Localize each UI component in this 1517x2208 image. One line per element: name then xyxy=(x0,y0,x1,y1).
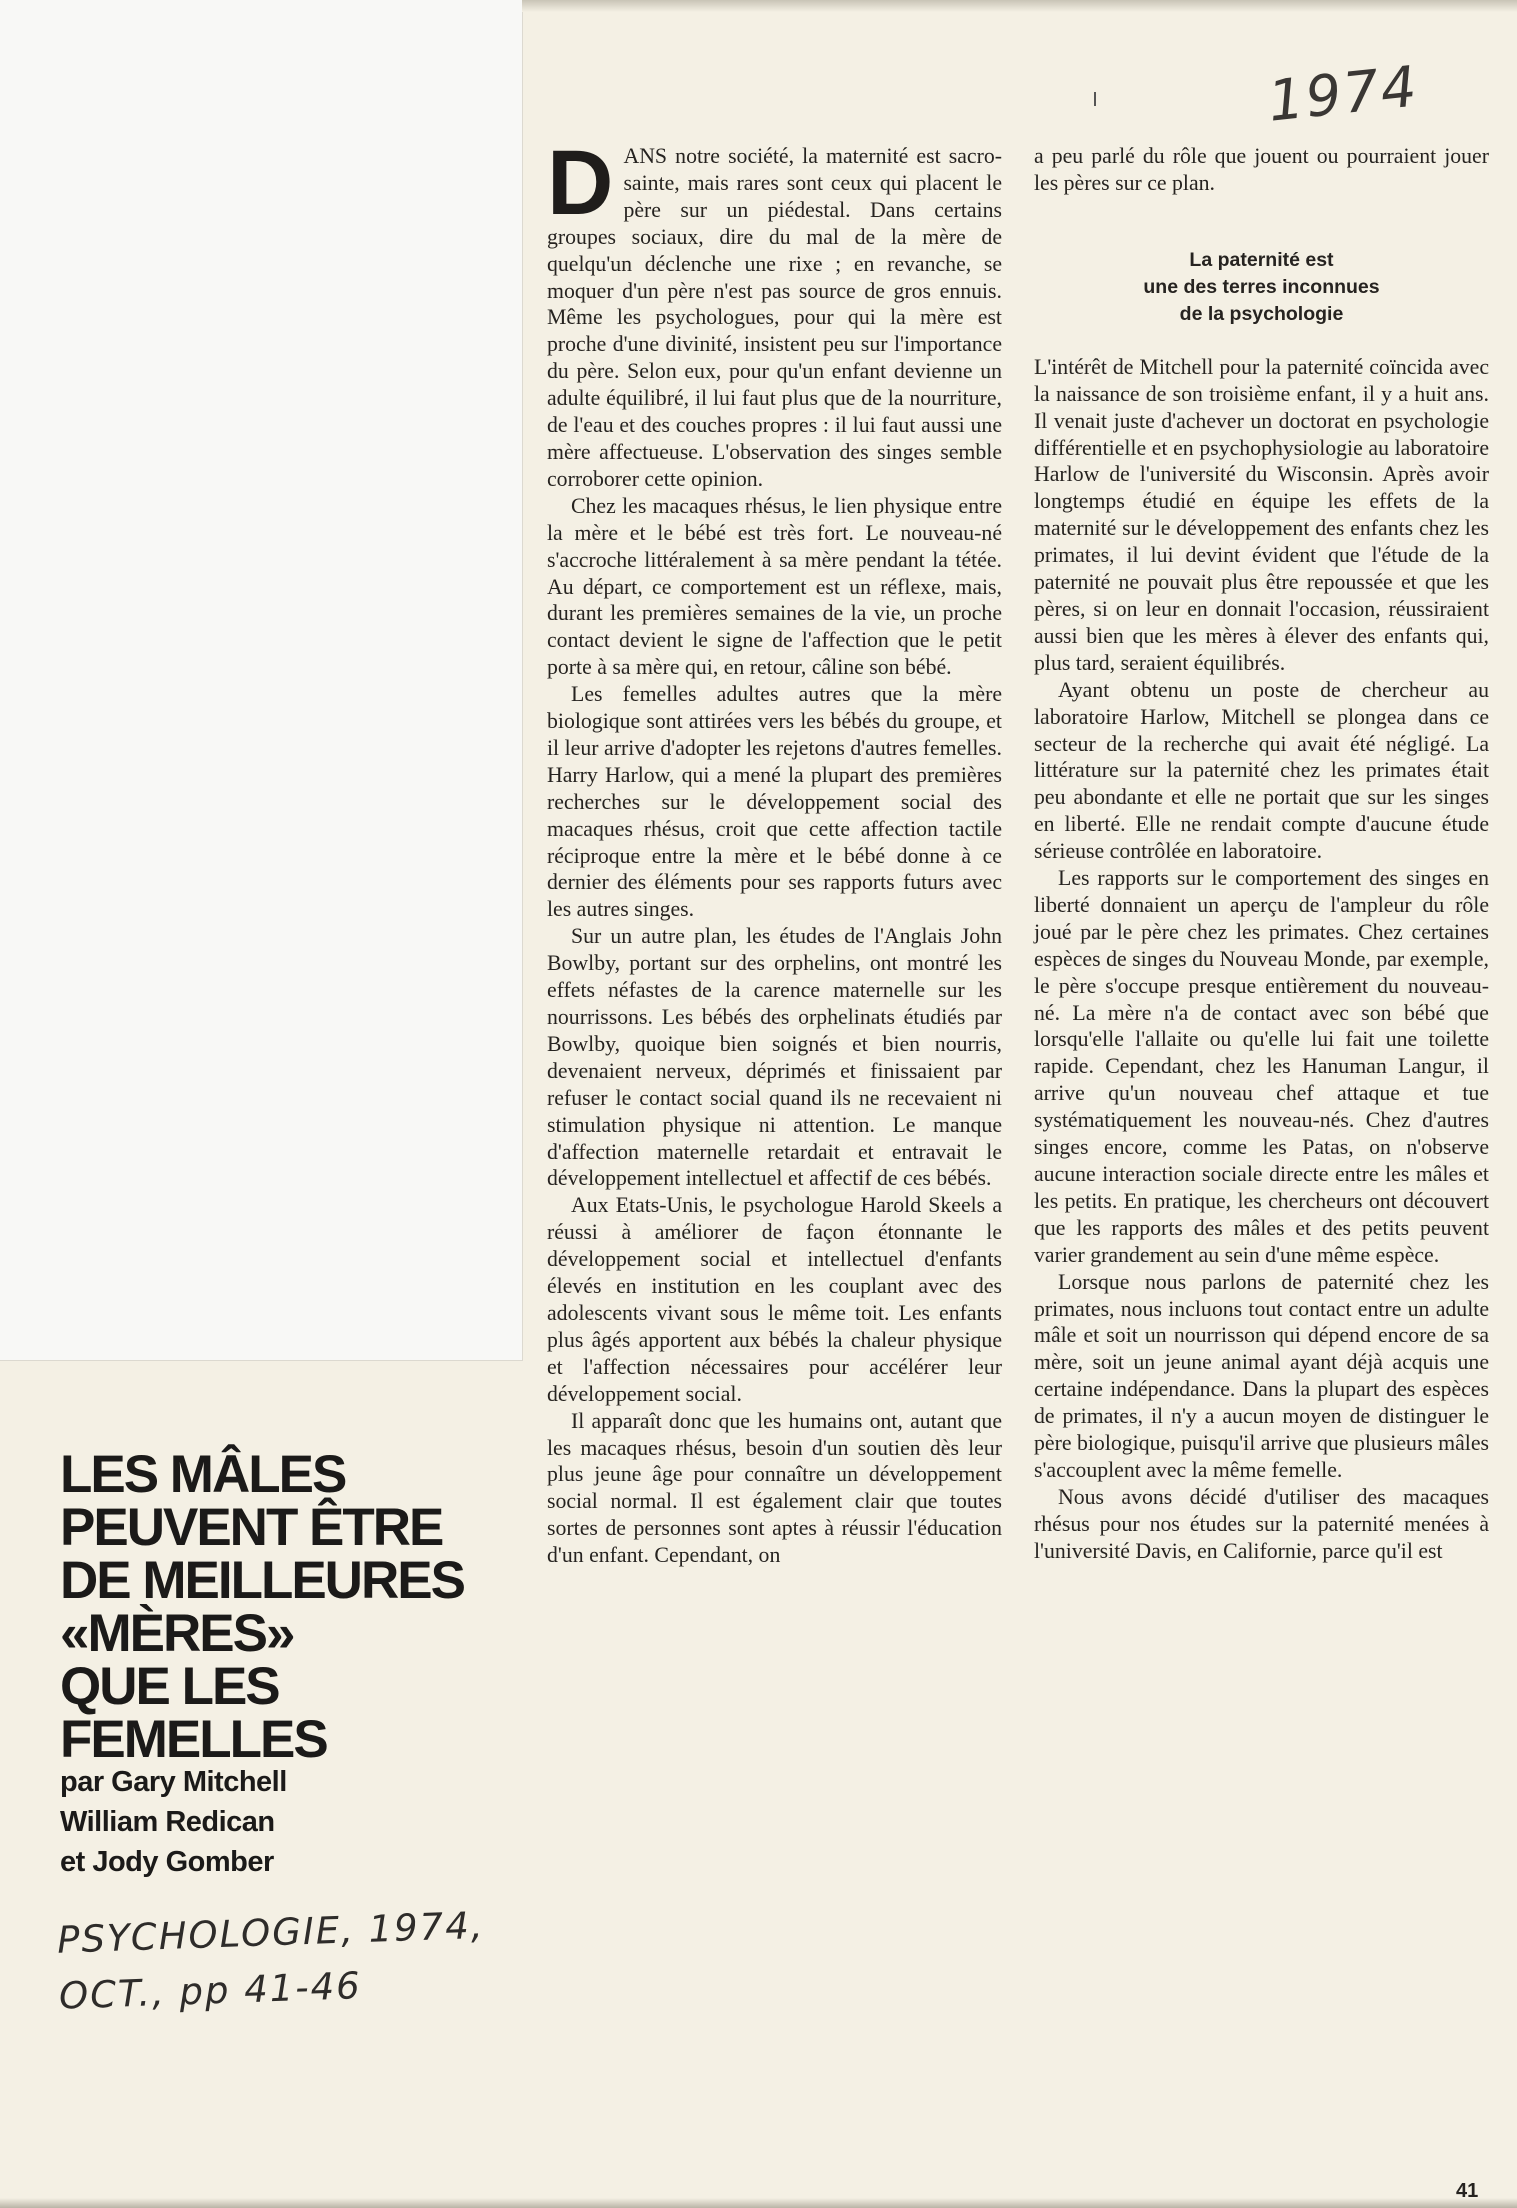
author-line: William Redican xyxy=(60,1806,275,1838)
author-line: par Gary Mitchell xyxy=(60,1766,287,1798)
headline-line: DE MEILLEURES xyxy=(60,1551,464,1610)
author-byline xyxy=(60,1762,380,1882)
handwritten-source-note xyxy=(56,1897,500,2024)
column-2-lead: a peu parlé du rôle que jouent ou pourraient jouer les pères sur ce plan. xyxy=(1034,144,1489,195)
paragraph: Chez les macaques rhésus, le lien physique entre la mère et le bébé est très fort. Le nouveau-né s'accroche littéralement à sa mère pendant la tétée. Au départ, ce comportement est un réflexe, mais, durant les premières semaines de la vie, un proche contact devient le signe de l'affection que le petit porte à sa mère qui, en retour, câline son bébé. xyxy=(547,493,1002,680)
paragraph: Aux Etats-Unis, le psychologue Harold Skeels a réussi à améliorer de façon étonnante le développement social et intellectuel d'enfants élevés en institution en les couplant avec des adolescents vivant sous le même toit. Les enfants plus âgés apportent aux bébés la chaleur physique et l'affection nécessaires pour accélérer leur développement social. xyxy=(547,1193,1002,1406)
section-subheading xyxy=(1034,247,1489,328)
headline-line: FEMELLES xyxy=(60,1710,327,1769)
paragraph: L'intérêt de Mitchell pour la paternité coïncida avec la naissance de son troisième enfant, il y a huit ans. Il venait juste d'achever un doctorat en psychologie différentielle et en psychophysiologie au laboratoire Harlow de l'université du Wisconsin. Après avoir longtemps étudié en équipe les effets de la maternité sur le développement des enfants chez les primates, il lui devint évident que l'étude de la paternité ne pouvait plus être repoussée et que les pères, si on leur en donnait l'occasion, réussiraient aussi bien que les mères à élever des enfants qui, plus tard, seraient équilibrés. xyxy=(1034,354,1489,675)
article-column-2 xyxy=(1034,143,1489,2113)
headline-line: QUE LES xyxy=(60,1657,279,1716)
paragraph: Ayant obtenu un poste de chercheur au laboratoire Harlow, Mitchell se plongea dans ce secteur de la recherche qui avait été négligé. La littérature sur la paternité chez les primates était peu abondante et elle ne portait que sur les singes en liberté. Elle ne rendait compte d'aucune étude sérieuse contrôlée en laboratoire. xyxy=(1034,677,1489,864)
paragraph: Les rapports sur le comportement des singes en liberté donnaient un aperçu de l'ampleur du rôle joué par le père chez les primates. Chez certaines espèces de singes du Nouveau Monde, par exemple, le père s'occupe presque entièrement du nouveau-né. La mère n'a de contact avec son bébé que lorsqu'elle l'allaite ou qu'elle lui fait une toilette rapide. Cependant, chez les Hanuman Langur, il arrive qu'un nouveau chef attaque et tue systématiquement les nouveau-nés. Chez d'autres singes encore, comme les Patas, on n'observe aucune interaction sociale directe entre les mâles et les petits. En pratique, les chercheurs ont découvert que les rapports des mâles et des petits peuvent varier grandement au sein d'une même espèce. xyxy=(1034,866,1489,1267)
first-paragraph xyxy=(547,132,1002,493)
stray-mark xyxy=(1094,92,1096,106)
drop-cap: D xyxy=(547,132,614,234)
article-headline xyxy=(60,1445,540,1769)
paragraph: Lorsque nous parlons de paternité chez les primates, nous incluons tout contact entre un adulte mâle et soit un nourrisson qui dépend encore de sa mère, soit un jeune animal ayant déjà acquis une certaine indépendance. Dans la plupart des espèces de primates, il n'y a aucun moyen de distinguer le père biologique, puisqu'il arrive que plusieurs mâles s'accouplent avec la même femelle. xyxy=(1034,1269,1489,1482)
subheading-line: de la psychologie xyxy=(1179,302,1344,325)
first-word-rest: ANS xyxy=(623,144,668,168)
paragraph: Les femelles adultes autres que la mère biologique sont attirées vers les bébés du groupe, et il leur arrive d'adopter les rejetons d'autres femelles. Harry Harlow, qui a mené la plupart des premières recherches sur le développement social des macaques rhésus, croit que cette affection tactile réciproque entre la mère et le bébé donne à ce dernier des éléments pour ses rapports futurs avec les autres singes. xyxy=(547,682,1002,922)
source-note-line: OCT., pp 41-46 xyxy=(58,1964,363,2018)
subheading-line: une des terres inconnues xyxy=(1143,275,1380,298)
headline-line: PEUVENT ÊTRE xyxy=(60,1498,443,1557)
paragraph: Nous avons décidé d'utiliser des macaques rhésus pour nos études sur la paternité menées à l'université Davis, en Californie, parce qu'il est xyxy=(1034,1484,1489,1563)
paragraph: Sur un autre plan, les études de l'Anglais John Bowlby, portant sur des orphelins, ont montré les effets néfastes de la carence maternelle sur les nourrissons. Les bébés des orphelinats étudiés par Bowlby, quoique bien soignés et bien nourris, devenaient nerveux, déprimés et finissaient par refuser le contact social quand ils ne recevaient ni stimulation physique ni attention. Le manque d'affection maternelle retardait et entravait le développement intellectuel et affectif de ces bébés. xyxy=(547,924,1002,1191)
blank-left-panel xyxy=(0,0,523,1361)
source-note-line: PSYCHOLOGIE, 1974, xyxy=(56,1903,486,1962)
first-paragraph-text: notre société, la maternité est sacro-sainte, mais rares sont ceux qui placent le père sur un piédestal. Dans certains groupes sociaux, dire du mal de la mère de quelqu'un déclenche une rixe ; en revanche, se moquer d'un père n'est pas source de gros ennuis. Même les psychologues, pour qui la mère est proche d'une divinité, insistent peu sur l'importance du père. Selon eux, pour qu'un enfant devienne un adulte équilibré, il lui faut plus que de la nourriture, de l'eau et des couches propres : il lui faut aussi une mère affectueuse. L'observation des singes semble corroborer cette opinion. xyxy=(547,144,1002,491)
page-number: 41 xyxy=(1456,2180,1479,2202)
headline-line: «MÈRES» xyxy=(60,1604,294,1663)
article-column-1 xyxy=(547,132,1002,2113)
handwritten-year: 1974 xyxy=(1265,54,1422,135)
subheading-line: La paternité est xyxy=(1189,248,1334,271)
page-top-edge xyxy=(522,0,1517,12)
author-line: et Jody Gomber xyxy=(60,1846,274,1878)
paragraph: Il apparaît donc que les humains ont, autant que les macaques rhésus, besoin d'un soutien dès leur plus jeune âge pour connaître un développement social normal. Il est également clair que toutes sortes de personnes sont aptes à réussir l'éducation d'un enfant. Cependant, on xyxy=(547,1408,1002,1568)
page-bottom-edge xyxy=(0,2198,1517,2208)
headline-line: LES MÂLES xyxy=(60,1445,346,1504)
